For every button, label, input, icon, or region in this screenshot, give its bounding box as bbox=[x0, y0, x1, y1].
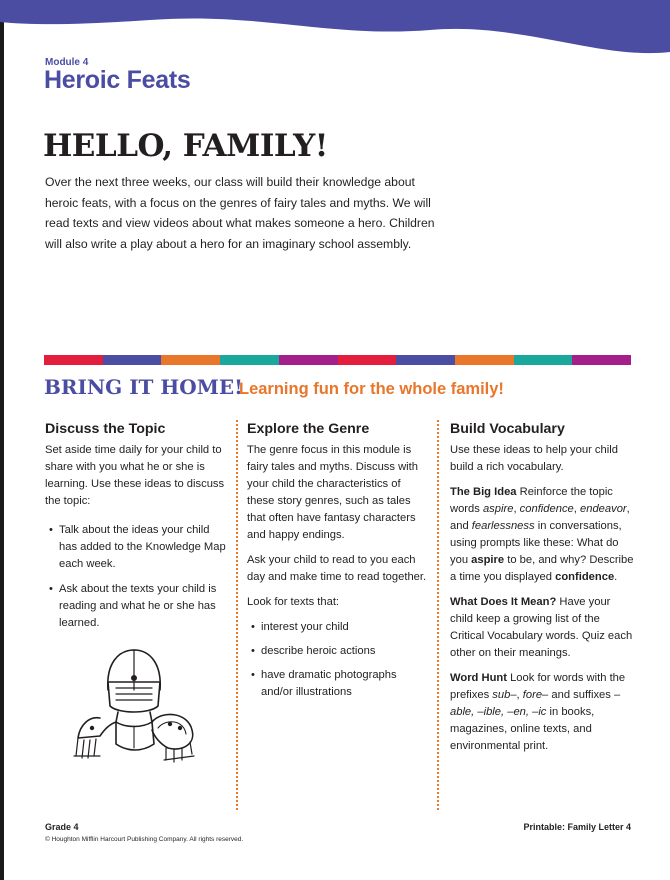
explore-paragraph: Ask your child to read to you each day and make time to read together. bbox=[247, 554, 427, 583]
discuss-heading: Discuss the Topic bbox=[45, 421, 166, 437]
word-hunt-paragraph: Word Hunt Look for words with the prefixes sub–, fore– and suffixes –able, –ible, –en, –ic in books, magazines, online texts, and environmental print. bbox=[450, 672, 626, 752]
vocab-intro: Use these ideas to help your child build a rich vocabulary. bbox=[450, 444, 618, 473]
what-does-it-mean-label: What Does It Mean? bbox=[450, 596, 557, 608]
module-title: Heroic Feats bbox=[44, 66, 191, 94]
what-does-it-mean-paragraph: What Does It Mean? Have your child keep a growing list of the Critical Vocabulary words. Quiz each other on their meanings. bbox=[450, 596, 633, 659]
explore-paragraph: The genre focus in this module is fairy tales and myths. Discuss with your child the characteristics of these story genres, such as tales that often have fantasy characters and happy endings. bbox=[247, 444, 418, 541]
discuss-intro: Set aside time daily for your child to share with you what he or she is learning. Use these ideas to discuss the topic: bbox=[45, 444, 225, 507]
footer-printable: Printable: Family Letter 4 bbox=[523, 822, 631, 832]
vocab-heading: Build Vocabulary bbox=[450, 421, 565, 437]
list-item: • Talk about the ideas your child has added to the Knowledge Map each week. bbox=[45, 522, 230, 573]
page-edge bbox=[0, 0, 4, 880]
knight-helmet-illustration bbox=[70, 644, 200, 764]
stripe-segment-9 bbox=[514, 355, 573, 365]
list-item: • describe heroic actions bbox=[247, 643, 427, 660]
stripe-segment-7 bbox=[396, 355, 455, 365]
bring-it-home-title: BRING IT HOME! bbox=[44, 375, 243, 399]
footer-copyright: © Houghton Mifflin Harcourt Publishing Company. All rights reserved. bbox=[45, 836, 244, 843]
build-vocabulary-column bbox=[450, 420, 635, 763]
big-idea-label: The Big Idea bbox=[450, 486, 517, 498]
big-idea-paragraph: The Big Idea Reinforce the topic words aspire, confidence, endeavor, and fearlessness in conversations, using prompts like these: What do you aspire to be, and why? Describe a time you displayed confidence. bbox=[450, 486, 634, 583]
stripe-segment-4 bbox=[220, 355, 279, 365]
list-item: • Ask about the texts your child is reading and what he or she has learned. bbox=[45, 581, 230, 632]
explore-paragraph: Look for texts that: bbox=[247, 596, 340, 608]
header-wave bbox=[0, 0, 670, 62]
column-divider bbox=[437, 420, 439, 810]
stripe-segment-10 bbox=[572, 355, 631, 365]
stripe-segment-6 bbox=[338, 355, 397, 365]
bring-it-home-tagline: Learning fun for the whole family! bbox=[239, 380, 504, 398]
explore-genre-column bbox=[247, 420, 427, 709]
column-divider bbox=[236, 420, 238, 810]
list-item: • interest your child bbox=[247, 619, 427, 636]
greeting-intro: Over the next three weeks, our class will build their knowledge about heroic feats, with a focus on the genres of fairy tales and myths. We will read texts and view videos about what makes someone a hero. Children will also write a play about a hero for an imaginary school assembly. bbox=[45, 175, 435, 251]
stripe-segment-8 bbox=[455, 355, 514, 365]
color-stripe bbox=[44, 355, 631, 365]
discuss-topic-column bbox=[45, 420, 230, 640]
module-label: Module 4 bbox=[45, 57, 89, 68]
stripe-segment-3 bbox=[161, 355, 220, 365]
word-hunt-label: Word Hunt bbox=[450, 672, 507, 684]
discuss-list bbox=[45, 522, 230, 632]
explore-list bbox=[247, 619, 427, 701]
footer-grade: Grade 4 bbox=[45, 822, 79, 832]
greeting-title: HELLO, FAMILY! bbox=[43, 128, 328, 164]
stripe-segment-1 bbox=[44, 355, 103, 365]
list-item: • have dramatic photographs and/or illustrations bbox=[247, 667, 427, 701]
stripe-segment-5 bbox=[279, 355, 338, 365]
explore-heading: Explore the Genre bbox=[247, 421, 370, 437]
stripe-segment-2 bbox=[103, 355, 162, 365]
